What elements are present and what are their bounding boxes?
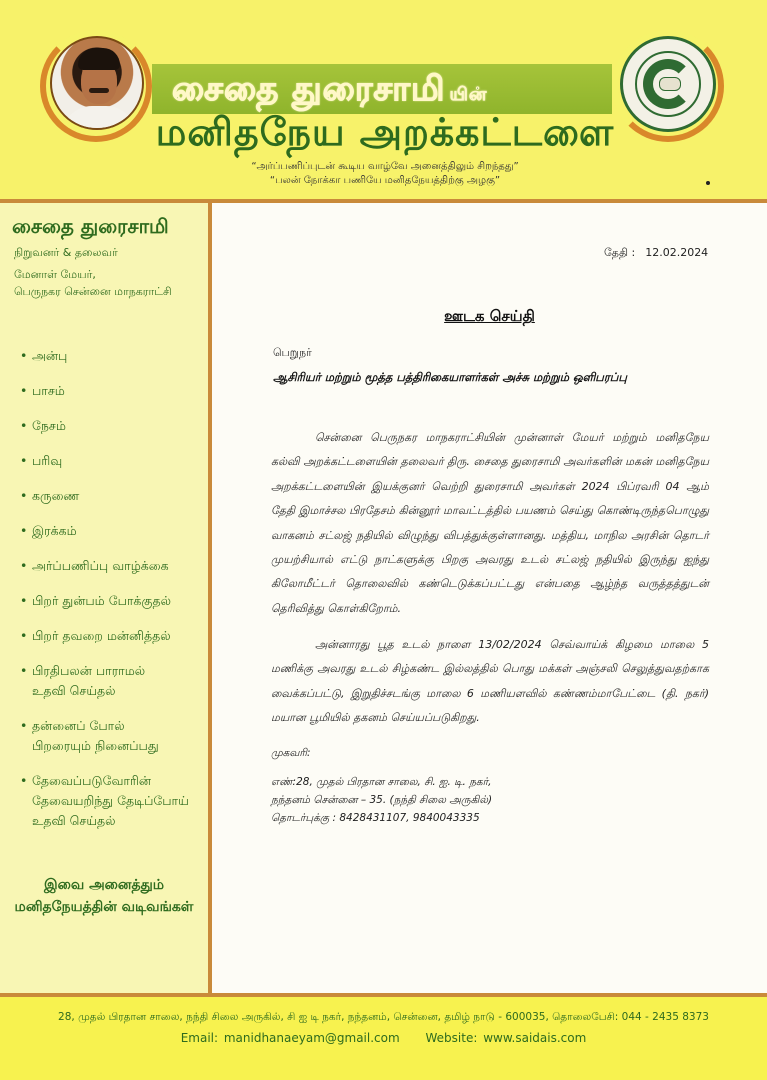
sidebar-founder-role: நிறுவனர் & தலைவர்	[14, 246, 118, 259]
sidebar-founder-title	[14, 266, 172, 300]
photo-mustache	[89, 88, 109, 93]
address-line-2: நந்தனம் சென்னை – 35. (நந்தி சிலை அருகில்)	[271, 794, 493, 806]
virtues-list	[20, 346, 205, 846]
virtue-item: • நேசம்	[20, 416, 205, 436]
footer-address: 28, முதல் பிரதான சாலை, நந்தி சிலை அருகில், சி ஐ டி நகர், நந்தனம், சென்னை, தமிழ் நாடு - 600035, தொலைபேசி: 044 - 2435 8373	[58, 1011, 709, 1023]
sidebar-title-line-1: மேனாள் மேயர்,	[14, 268, 96, 281]
contact-phone-line: தொடர்புக்கு : 8428431107, 9840043335	[271, 812, 480, 824]
virtue-item: • பாசம்	[20, 381, 205, 401]
footer-contact	[0, 1031, 767, 1045]
date-label: தேதி :	[604, 246, 636, 259]
founder-name: சைதை துரைசாமி	[172, 69, 446, 109]
virtue-item: • பரிவு	[20, 451, 205, 471]
letter-heading: ஊடக செய்தி	[444, 307, 535, 325]
closing-line-2: மனிதநேயத்தின் வடிவங்கள்	[14, 899, 194, 915]
sidebar-title-line-2: பெருநகர சென்னை மாநகராட்சி	[14, 285, 172, 298]
motto-line-1: “அர்ப்பணிப்புடன் கூடிய வாழ்வே அனைத்திலும் சிறந்தது”	[251, 161, 519, 172]
footer-website[interactable]: Website: www.saidais.com	[425, 1031, 587, 1045]
virtue-item: • தன்னைப் போல் பிறரையும் நினைப்பது	[20, 716, 170, 756]
virtue-item: • தேவைப்படுவோரின் தேவையறிந்து தேடிப்போய் உதவி செய்தல்	[20, 771, 195, 831]
sidebar-founder-name: சைதை துரைசாமி	[12, 214, 169, 238]
photo-hair	[78, 48, 120, 70]
date-value: 12.02.2024	[645, 246, 709, 259]
virtue-item: • பிரதிபலன் பாராமல் உதவி செய்தல்	[20, 661, 160, 701]
virtue-item: • இரக்கம்	[20, 521, 205, 541]
virtue-item: • அர்ப்பணிப்பு வாழ்க்கை	[20, 556, 205, 576]
virtue-item: • பிறர் துன்பம் போக்குதல்	[20, 591, 205, 611]
address-block	[271, 773, 492, 827]
trust-seal-logo	[620, 36, 716, 132]
footer-email[interactable]: Email: manidhanaeyam@gmail.com	[180, 1031, 400, 1045]
sidebar-closing	[0, 874, 208, 918]
paragraph-2: அன்னாரது பூத உடல் நாளை 13/02/2024 செவ்வாய்க் கிழமை மாலை 5 மணிக்கு அவரது உடல் சிழ்கண்ட இல்லத்தில் பொது மக்கள் அஞ்சலி செலுத்துவதற்காக வைக்கப்பட்டு, இறுதிச்சடங்கு மாலை 6 மணியளவில் கண்ணம்மாபேட்டை (தி. நகர்) மயான பூமியில் தகனம் செய்யப்படுகிறது.	[271, 638, 709, 725]
letter-date	[604, 246, 708, 261]
organization-title: மனிதநேய அறக்கட்டளை	[155, 110, 615, 154]
founder-name-banner	[172, 64, 487, 114]
recipient-label: பெறுநர்	[273, 346, 312, 359]
address-line-1: எண்:28, முதல் பிரதான சாலை, சி. ஐ. டி. நகர்,	[271, 776, 492, 788]
recipient-line: ஆசிரியர் மற்றும் மூத்த பத்திரிகையாளர்கள் அச்சு மற்றும் ஒளிபரப்பு	[273, 370, 627, 384]
paragraph-1: சென்னை பெருநகர மாநகராட்சியின் முன்னாள் மேயர் மற்றும் மனிதநேய கல்வி அறக்கட்டளையின் தலைவர் திரு. சைதை துரைசாமி அவர்களின் மகன் மனிதநேய அறக்கட்டளையின் இயக்குனர் வெற்றி துரைசாமி அவர்கள் 2024 பிப்ரவரி 04 ஆம் தேதி இமாச்சல பிரதேசம் கின்னூர் மாவட்டத்தில் பயணம் செய்து கொண்டிருந்தபொழுது வாகனம் சட்லஜ் நதியில் விழுந்து விபத்துக்குள்ளானது. மத்திய, மாநில அரசின் தொடர் முயற்சியால் எட்டு நாட்களுக்கு பிறகு அவரது உடல் சட்லஜ் நதியில் இருந்து ஐந்து கிலோமீட்டர் தொலைவில் கண்டெடுக்கப்பட்டது என்பதை ஆழ்ந்த வருத்தத்துடன் தெரிவித்து கொள்கிறோம்.	[271, 431, 709, 615]
virtue-item: • பிறர் தவறை மன்னித்தல்	[20, 626, 205, 646]
virtue-item: • கருணை	[20, 486, 205, 506]
motto-line-2: “பலன் நோக்கா பணியே மனிதநேயத்திற்கு அழகு”	[269, 175, 501, 186]
closing-line-1: இவை அனைத்தும்	[43, 877, 165, 893]
founder-photo	[50, 36, 144, 130]
virtue-item: • அன்பு	[20, 346, 205, 366]
handshake-icon	[659, 77, 681, 91]
photo-shirt	[62, 106, 136, 130]
name-suffix: யின்	[449, 84, 488, 105]
motto	[150, 160, 620, 188]
address-label: முகவரி:	[271, 747, 311, 759]
decorative-dot	[706, 181, 710, 185]
